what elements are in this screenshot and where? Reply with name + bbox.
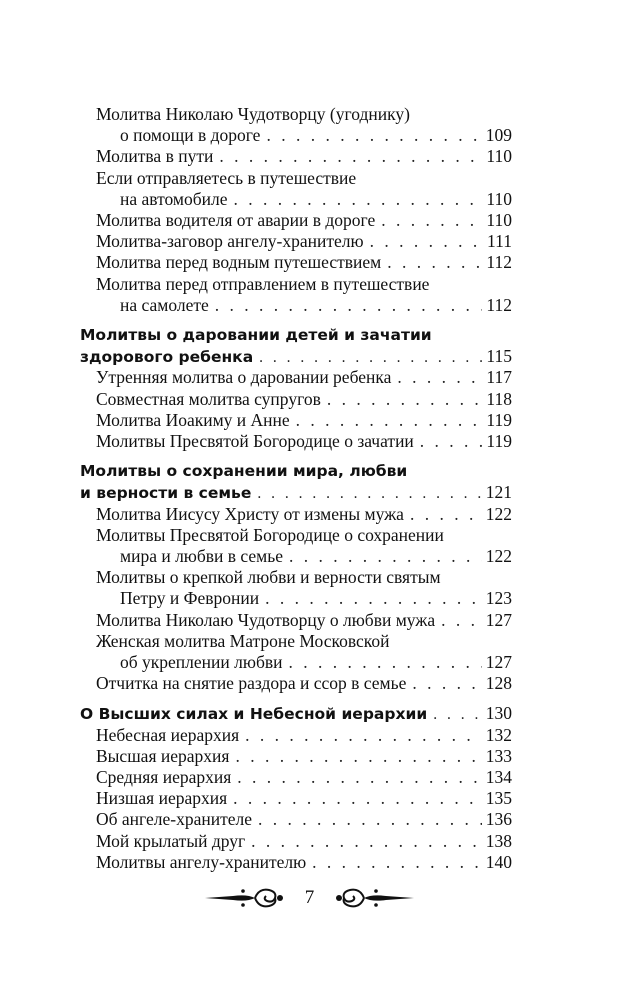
toc-entry-title: Молитва-заговор ангелу-хранителю (96, 231, 364, 252)
toc-section-title: Молитвы о даровании детей и зачатии (80, 326, 432, 344)
toc-page-number: 123 (485, 588, 512, 609)
toc-entry-title: Средняя иерархия (96, 767, 232, 787)
toc-entry-title: Совместная молитва супругов (96, 388, 321, 409)
toc-page-number: 128 (485, 673, 512, 694)
toc-entry-title: Молитва Иисусу Христу от измены мужа (96, 503, 404, 524)
toc-entry-title: Молитва водителя от аварии в дороге (96, 210, 376, 230)
toc-entry-title: Молитвы Пресвятой Богородице о зачатии (96, 431, 414, 451)
toc-entry-title: об укреплении любви (120, 652, 283, 672)
toc-entry-line (96, 850, 512, 874)
toc-entry-title: мира и любви в семье (120, 546, 283, 566)
toc-page-number: 109 (485, 125, 512, 146)
toc-page-number: 127 (485, 652, 512, 672)
toc-entry-title: Молитва Николаю Чудотворцу о любви мужа (96, 609, 436, 630)
toc-section-title: О Высших силах и Небесной иерархии (80, 705, 428, 724)
toc-page-number: 121 (485, 482, 512, 503)
toc-section-title: Молитвы о сохранении мира, любви (80, 462, 408, 481)
scroll-ornament-right-icon (332, 884, 416, 912)
toc-entry-title: Высшая иерархия (96, 745, 230, 766)
scroll-ornament-left-icon (203, 884, 287, 912)
toc-entry-title: Молитва в пути (96, 146, 214, 167)
toc-page-number: 110 (486, 146, 512, 167)
toc-entry-title: Молитва перед отправлением в путешествие (96, 273, 430, 294)
page-number: 7 (304, 887, 315, 908)
toc-page-number: 111 (487, 231, 512, 252)
toc-page-number: 122 (485, 503, 512, 524)
dot-leader (312, 850, 482, 874)
toc-page-number: 122 (485, 546, 512, 566)
toc-page-number: 119 (486, 431, 512, 451)
toc-page-number: 117 (486, 367, 512, 388)
toc-page-number: 140 (485, 851, 512, 872)
dot-leader (412, 671, 481, 695)
toc-entry-title: Молитвы Пресвятой Богородице о сохранении (96, 524, 444, 545)
dot-leader (420, 429, 483, 453)
toc-page-number: 110 (486, 188, 512, 209)
dot-leader (215, 293, 483, 317)
toc-entry-title: Женская молитва Матроне Московской (96, 630, 390, 651)
toc-page-number: 130 (485, 703, 512, 724)
toc-entry-line (120, 293, 512, 317)
toc-page-number: 134 (485, 767, 512, 787)
toc-entry-title: Мой крылатый друг (96, 830, 246, 851)
toc-entry-title: Небесная иерархия (96, 724, 240, 745)
toc-section-title: здорового ребенка (80, 348, 254, 367)
toc-entry-line (96, 671, 512, 695)
toc-entry-title: Петру и Февронии (120, 588, 260, 609)
toc-entry-line (96, 429, 512, 453)
toc-page-number: 132 (485, 724, 512, 745)
toc-page-number: 127 (485, 609, 512, 630)
toc-entry-title: Отчитка на снятие раздора и ссор в семье (96, 673, 407, 694)
toc-section-title: и верности в семье (80, 484, 252, 503)
toc-page-number: 112 (486, 294, 512, 315)
toc-page-number: 138 (485, 830, 512, 851)
toc-page-number: 119 (486, 409, 512, 430)
toc-entry-title: Молитва Николаю Чудотворцу (угоднику) (96, 104, 410, 124)
toc-entry-title: Молитва перед водным путешествием (96, 252, 382, 273)
toc-entry-title: на автомобиле (120, 188, 228, 209)
toc-page-number: 133 (485, 745, 512, 766)
toc-page-number: 110 (486, 210, 512, 230)
toc-page-number: 135 (485, 788, 512, 809)
toc-entry-title: Молитвы ангелу-хранителю (96, 851, 307, 872)
toc-entry-title: Низшая иерархия (96, 788, 228, 809)
toc-entry-title: Если отправляетесь в путешествие (96, 167, 357, 188)
toc-entry-title: о помощи в дороге (120, 125, 261, 146)
toc-entry-title: Утренняя молитва о даровании ребенка (96, 367, 392, 388)
toc-page-number: 118 (486, 388, 512, 409)
toc-page-number: 112 (486, 252, 512, 273)
toc-entry-title: Молитвы о крепкой любви и верности святым (96, 567, 441, 588)
toc-page-number: 136 (485, 809, 512, 830)
toc-entry-title: Об ангеле-хранителе (96, 809, 253, 830)
toc-page-number: 115 (486, 346, 512, 367)
toc-entry-title: Молитва Иоакиму и Анне (96, 409, 290, 430)
page-footer (0, 880, 619, 916)
toc-entry-title: на самолете (120, 294, 209, 315)
